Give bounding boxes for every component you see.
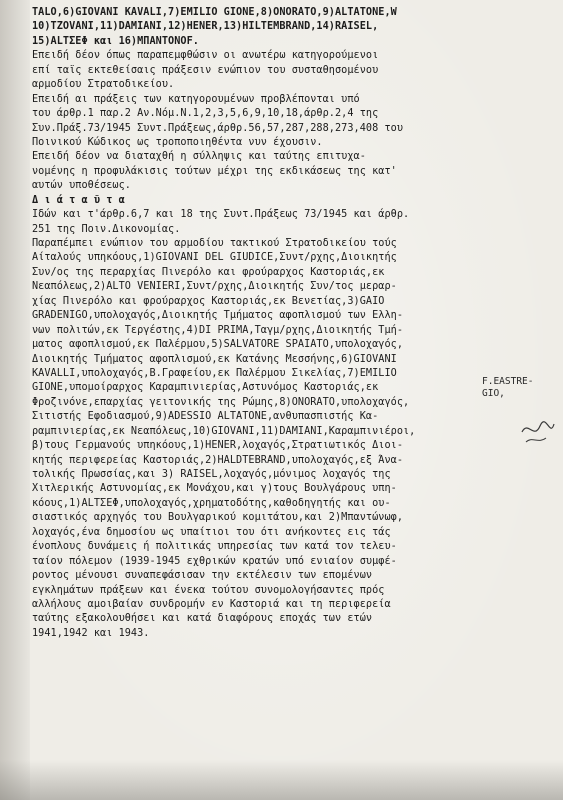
text-line: Ιδών και τ'άρθρ.6,7 και 18 της Συντ.Πράξεως 73/1945 και άρθρ. (32, 209, 410, 221)
text-line: Νεαπόλεως,2)ALTO VENIERI,Συντ/ρχης,Διοικητής Συν/τος μεραρ- (32, 281, 397, 293)
text-line: Σιτιστής Εφοδιασμού,9)ADESSIO ALTATONE,ανθυπασπιστής Κα- (32, 411, 379, 423)
text-line: 251 της Ποιν.Δικονομίας. (32, 223, 181, 235)
text-line: νων πολιτών,εκ Τεργέστης,4)DI PRIMA,Ταγμ/ρχης,Διοικητής Τμή- (32, 324, 404, 336)
text-line: κόους,1)ALTΣΕΦ,υπολοχαγός,χρηματοδότης,καθοδηγητής και ου- (32, 497, 391, 509)
handwritten-mark (518, 410, 558, 450)
text-line: Διοικητής Τμήματος αφοπλισμού,εκ Κατάνης Μεσσήνης,6)GIOVANI (32, 353, 397, 365)
text-line: Επειδή δέον να διαταχθή η σύλληψις και ταύτης επιτυχα- (32, 151, 366, 163)
text-line: του άρθρ.1 παρ.2 Αν.Νόμ.Ν.1,2,3,5,6,9,10,18,άρθρ.2,4 της (32, 108, 379, 120)
text-line: κητής περιφερείας Καστοριάς,2)HALDTEBRAND,υπολοχαγός,εξ Άνα- (32, 454, 404, 466)
text-line: επί ταϊς εκτεθείσαις πράξεσιν ενώπιον του συσταθησομένου (32, 64, 379, 76)
text-line: Χιτλερικής Αστυνομίας,εκ Μονάχου,και γ)τους Βουλγάρους υπη- (32, 483, 397, 495)
text-line: Συν.Πράξ.73/1945 Συντ.Πράξεως,άρθρ.56,57,287,288,273,408 του (32, 122, 404, 134)
text-line: Φροζινόνε,επαρχίας γειτονικής της Ρώμης,8)ONORATO,υπολοχαγός, (32, 396, 410, 408)
text-line: Συν/ος της περαρχίας Πινερόλο και φρούραρχος Καστοριάς,εκ (32, 266, 385, 278)
text-line: TALO,6)GIOVANI KAVALI,7)EMILIO GIONE,8)ONORATO,9)ALTATONE,W (32, 7, 397, 18)
text-line: GIONE,υπομοίραρχος Καραμπινιερίας,Αστυνόμος Καστοριάς,εκ (32, 382, 379, 394)
scan-shadow (0, 760, 563, 800)
text-line: KAVALLI,υπολοχαγός,Β.Γραφείου,εκ Παλέρμου Σικελίας,7)EMILIO (32, 367, 397, 379)
text-line: β)τους Γερμανούς υπηκόους,1)HENER,λοχαγός,Στρατιωτικός Διοι- (32, 440, 404, 452)
text-line: Παραπέμπει ενώπιον του αρμοδίου τακτικού Στρατοδικείου τούς (32, 238, 397, 249)
text-line: 1941,1942 και 1943. (32, 627, 150, 639)
text-line: νομένης η προφυλάκισις τούτων μέχρι της εκδικάσεως της κατ' (32, 165, 397, 177)
text-line: λοχαγός,ένα δημοσίου ως υπαίτιοι του ότι ανήκοντες εις τάς (32, 526, 391, 538)
text-line: εγκλημάτων πράξεων και ένεκα τούτου συνομολογήσαντες πρός (32, 584, 385, 596)
text-line: Επειδή δέον όπως παραπεμφθώσιν οι ανωτέρω κατηγορούμενοι (32, 50, 379, 62)
text-line: GRADENIGO,υπολοχαγός,Διοικητής Τμήματος αφοπλισμού των Ελλη- (32, 310, 404, 322)
text-line: Δ ι ά τ α ῦ τ α (32, 194, 125, 206)
text-line: χίας Πινερόλο και φρούραρχος Καστοριάς,εκ Βενετίας,3)GAIO (32, 295, 385, 307)
text-line: 10)TZOVANI,11)DAMIANI,12)HENER,13)HILTEMBRAND,14)RAISEL, (32, 21, 379, 33)
text-line: Ποινικού Κώδικος ως τροποποιηθέντα νυν έχουσιν. (32, 136, 323, 148)
text-line: αλλήλους αμοιβαίαν συνδρομήν εν Καστοριά και τη περιφερεία (32, 598, 391, 610)
binding-edge (0, 0, 30, 800)
text-line: αυτών υποθέσεως. (32, 180, 131, 192)
text-line: ματος αφοπλισμού,εκ Παλέρμου,5)SALVATORE SPAIATO,υπολοχαγός, (32, 339, 404, 351)
text-line: Αίταλούς υπηκόους,1)GIOVANI DEL GIUDICE,Συντ/ρχης,Διοικητής (32, 252, 397, 264)
text-line: ταύτης εξακολουθήσει και κατά διαφόρους εποχάς των ετών (32, 613, 373, 625)
text-line: σιαστικός αρχηγός του Βουλγαρικού κομιτάτου,και 2)Μπαντώνωφ, (32, 512, 404, 524)
text-line: ένοπλους δυνάμεις ή πολιτικάς υπηρεσίας των κατά τον τελευ- (32, 541, 397, 553)
margin-note: F.EASTRE- GIO, (482, 376, 534, 399)
text-line: Επειδή αι πράξεις των κατηγορουμένων προβλέπονται υπό (32, 93, 360, 105)
text-line: τολικής Πρωσσίας,και 3) RAISEL,λοχαγός,μόνιμος λοχαγός της (32, 469, 391, 480)
document-body (32, 6, 552, 641)
text-line: αρμοδίου Στρατοδικείου. (32, 79, 175, 91)
text-line: ροντος μένουσι συναπεφάσισαν την εκτέλεσιν των επομένων (32, 570, 373, 582)
text-line: ταίον πόλεμον (1939-1945 εχθρικών κρατών υπό ενιαίον συμφέ- (32, 555, 397, 567)
text-line: 15)ALTΣΕΦ και 16)ΜΠΑΝΤΟΝΟF. (32, 35, 199, 47)
text-line: ραμπινιερίας,εκ Νεαπόλεως,10)GIOVANI,11)DAMIANI,Καραμπινιέροι, (32, 425, 416, 437)
